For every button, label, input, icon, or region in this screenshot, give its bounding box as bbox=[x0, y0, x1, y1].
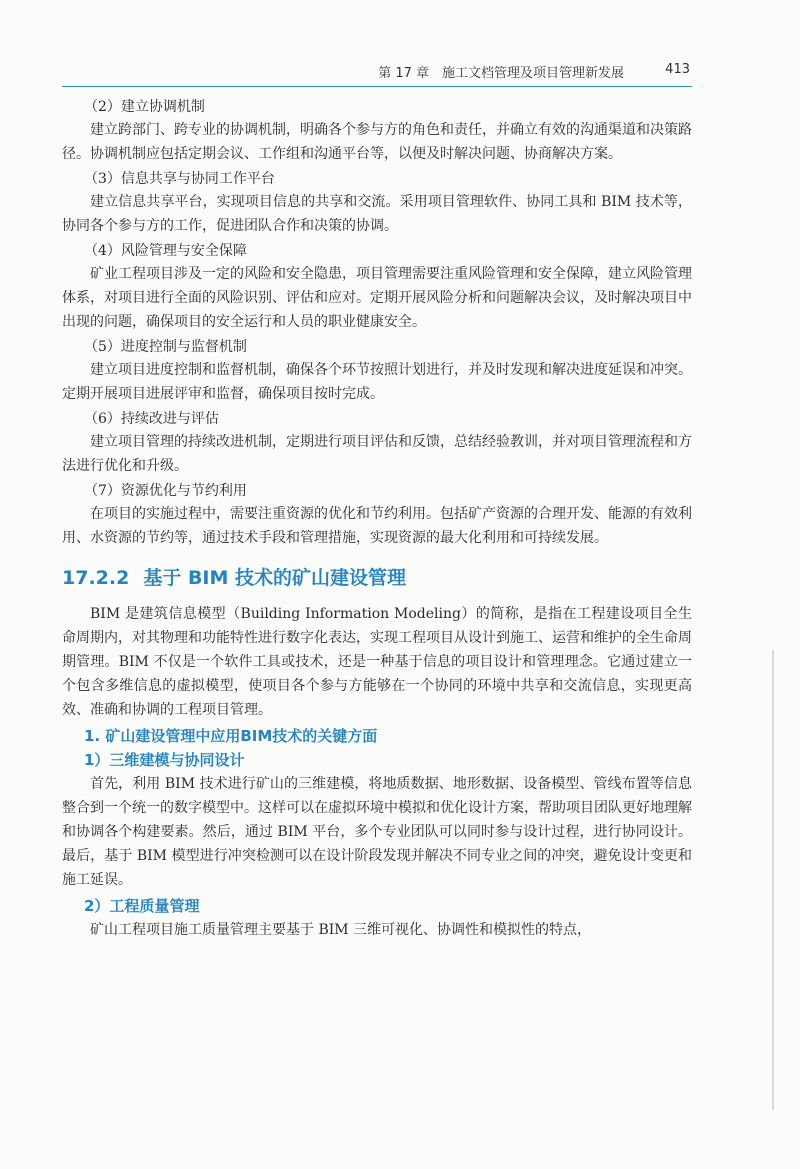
page-number: 413 bbox=[665, 62, 690, 77]
subsection-heading: （7）资源优化与节约利用 bbox=[84, 483, 247, 499]
paragraph: 建立跨部门、跨专业的协调机制，明确各个参与方的角色和责任，并确立有效的沟通渠道和决策路径。协调机制应包括定期会议、工作组和沟通平台等，以便及时解决问题、协商解决方案。 bbox=[62, 122, 692, 162]
paragraph: 首先，利用 BIM 技术进行矿山的三维建模，将地质数据、地形数据、设备模型、管线布置等信息整合到一个统一的数字模型中。这样可以在虚拟环境中模拟和优化设计方案，帮助项目团队更好地理解和协调各个构建要素。然后，通过 BIM 平台，多个专业团队可以同时参与设计过程，进行协同设计。最后，基于 BIM 模型进行冲突检测可以在设计阶段发现并解决不同专业之间的冲突，避免设计变更和施工延误。 bbox=[62, 776, 692, 888]
running-header bbox=[62, 60, 692, 87]
section-title: 基于 BIM 技术的矿山建设管理 bbox=[143, 567, 407, 589]
paragraph: 在项目的实施过程中，需要注重资源的优化和节约利用。包括矿产资源的合理开发、能源的有效利用、水资源的节约等，通过技术手段和管理措施，实现资源的最大化利用和可持续发展。 bbox=[62, 506, 692, 546]
subsection-heading: （5）进度控制与监督机制 bbox=[84, 339, 247, 355]
paragraph: 建立项目管理的持续改进机制，定期进行项目评估和反馈，总结经验教训，并对项目管理流程和方法进行优化和升级。 bbox=[62, 434, 692, 474]
paragraph: 建立项目进度控制和监督机制，确保各个环节按照计划进行，并及时发现和解决进度延误和冲突。定期开展项目进展评审和监督，确保项目按时完成。 bbox=[62, 362, 692, 402]
subheading: 1. 矿山建设管理中应用BIM技术的关键方面 bbox=[84, 727, 378, 745]
section-number: 17.2.2 bbox=[62, 567, 130, 589]
paragraph: BIM 是建筑信息模型（Building Information Modeling）的简称，是指在工程建设项目全生命周期内，对其物理和功能特性进行数字化表达，实现工程项目从设计到施工、运营和维护的全生命周期管理。BIM 不仅是一个软件工具或技术，还是一种基于信息的项目设计和管理理念。它通过建立一个包含多维信息的虚拟模型，使项目各个参与方能够在一个协同的环境中共享和交流信息，实现更高效、准确和协调的工程项目管理。 bbox=[62, 606, 692, 718]
paragraph: 建立信息共享平台，实现项目信息的共享和交流。采用项目管理软件、协同工具和 BIM 技术等，协同各个参与方的工作，促进团队合作和决策的协调。 bbox=[62, 194, 692, 234]
paragraph: 矿业工程项目涉及一定的风险和安全隐患，项目管理需要注重风险管理和安全保障，建立风险管理体系，对项目进行全面的风险识别、评估和应对。定期开展风险分析和问题解决会议，及时解决项目中出现的问题，确保项目的安全运行和人员的职业健康安全。 bbox=[62, 266, 692, 330]
subsection-heading: （3）信息共享与协同工作平台 bbox=[84, 171, 275, 187]
subheading: 1）三维建模与协同设计 bbox=[84, 751, 245, 769]
page-body bbox=[62, 96, 692, 944]
header-chapter-title: 第 17 章 施工文档管理及项目管理新发展 bbox=[378, 66, 624, 81]
section-heading bbox=[62, 564, 692, 592]
subsection-heading: （6）持续改进与评估 bbox=[84, 411, 219, 427]
page-edge-shadow bbox=[772, 650, 774, 1110]
subsection-heading: （2）建立协调机制 bbox=[84, 99, 205, 115]
subsection-heading: （4）风险管理与安全保障 bbox=[84, 243, 247, 259]
paragraph: 矿山工程项目施工质量管理主要基于 BIM 三维可视化、协调性和模拟性的特点， bbox=[90, 922, 592, 938]
subheading: 2）工程质量管理 bbox=[84, 897, 200, 915]
